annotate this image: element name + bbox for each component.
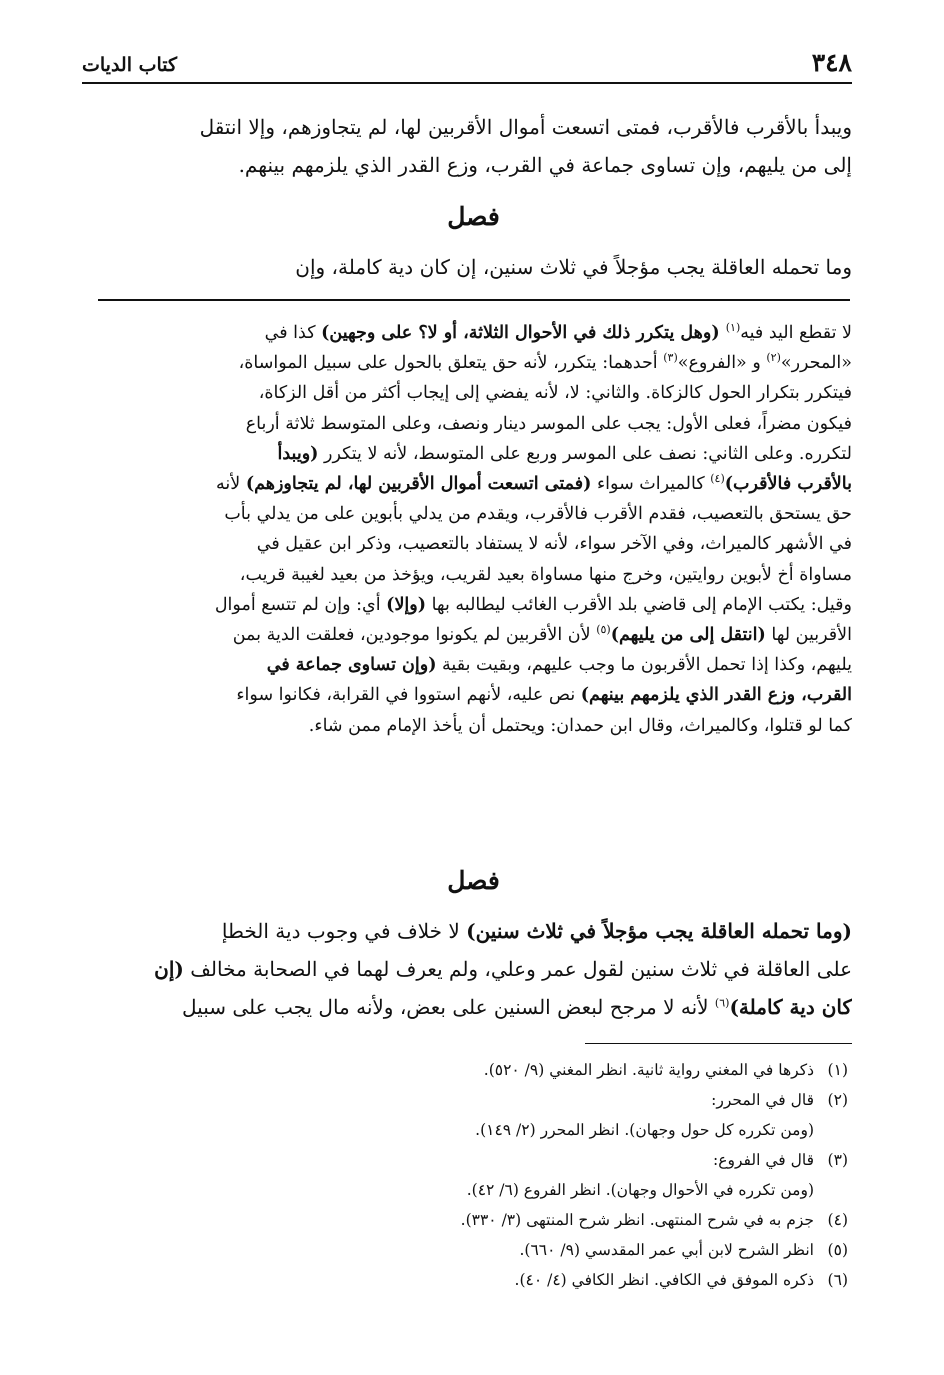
matn-line: إلى من يليهم، وإن تساوى جماعة في القرب، وزع القدر الذي يلزمهم بينهم.: [238, 153, 852, 177]
footnote-item: [198, 1115, 848, 1145]
sharh-paragraph-2: [95, 912, 852, 1026]
book-title: كتاب الديات: [82, 54, 178, 76]
text-run: و «الفروع»: [677, 353, 767, 374]
text-run: لأنه لا مرجح لبعض السنين على بعض، ولأنه مال يجب على سبيل: [182, 995, 715, 1019]
page-header: [82, 48, 852, 88]
page-number: ٣٤٨: [811, 48, 852, 77]
header-rule: [82, 82, 852, 84]
matn-text-top: [95, 108, 852, 184]
matn-text-bottom: [95, 248, 852, 286]
footnote-text: ذكرها في المغني رواية ثانية. انظر المغني (٩/ ٥٢٠).: [483, 1061, 814, 1079]
text-run: يليهم، وكذا إذا تحمل الأقربون ما وجب عليهم، وبقيت بقية: [436, 655, 852, 676]
sharh-line: فيتكرر بتكرار الحول كالزكاة. والثاني: لا، لأنه يفضي إلى إيجاب أكثر من أقل الزكاة،: [258, 383, 852, 404]
footnote-number: (٣): [827, 1151, 848, 1169]
matn-quote: (فمتى اتسعت أموال الأقربين لها، لم يتجاوزهم): [245, 474, 592, 495]
text-run: لا تقطع اليد فيه: [740, 323, 852, 343]
matn-quote: (وهل يتكرر ذلك في الأحوال الثلاثة، أو لا؟ على وجهين): [321, 323, 726, 343]
footnote-separator: [585, 1043, 852, 1044]
footnote-text: قال في الفروع:: [713, 1151, 814, 1169]
footnote-text: قال في المحرر:: [711, 1091, 814, 1109]
footnote-item: [198, 1265, 848, 1295]
sharh-line: [95, 439, 852, 469]
sharh-line: [95, 950, 852, 988]
footnote-text: (ومن تكرره في الأحوال وجهان). انظر الفروع (٦/ ٤٢).: [466, 1181, 814, 1199]
footnote-item: [198, 1235, 848, 1265]
footnote-number: (٦): [827, 1271, 848, 1289]
sharh-line: [95, 680, 852, 710]
sharh-line: فيكون مضراً، فعلى الأول: يجب على الموسر دينار ونصف، وعلى المتوسط ثلاثة أرباع: [245, 413, 852, 434]
text-run: لأن الأقربين لم يكونوا موجودين، فعلقت الدية بمن: [232, 625, 597, 646]
matn-quote: (ويبدأ: [277, 443, 319, 464]
sharh-line: [95, 590, 852, 620]
matn-quote: (وإن تساوى جماعة في: [266, 655, 437, 676]
footnote-text: انظر الشرح لابن أبي عمر المقدسي (٩/ ٦٦٠).: [519, 1241, 814, 1259]
sharh-line: [95, 318, 852, 348]
text-run: كذا في: [264, 323, 322, 343]
text-run: لتكرره. وعلى الثاني: نصف على الموسر وربع على المتوسط، لأنه لا يتكرر: [318, 443, 852, 464]
text-run: أي: وإن لم تتسع أموال: [214, 594, 387, 615]
text-run: «المحرر»: [780, 353, 852, 374]
sharh-line: [95, 988, 852, 1026]
footnote-ref[interactable]: (٦): [714, 996, 730, 1010]
footnote-number: (٥): [827, 1241, 848, 1259]
footnotes: [198, 1055, 848, 1295]
text-run: على العاقلة في ثلاث سنين لقول عمر وعلي، ولم يعرف لهما في الصحابة مخالف: [183, 957, 852, 981]
text-run: كالميراث سواء: [591, 474, 711, 495]
matn-quote: كان دية كاملة): [729, 995, 852, 1019]
matn-sharh-separator: [98, 299, 850, 301]
footnote-text: ذكره الموفق في الكافي. انظر الكافي (٤/ ٤٠).: [514, 1271, 814, 1289]
sharh-line: مساواة أخ لأبوين روايتين، وخرج منها مساواة بعيد لقريب، ويؤخذ من بعيد لغيبة قريب،: [239, 564, 852, 585]
matn-quote: (إن: [154, 957, 184, 981]
text-run: أحدهما: يتكرر، لأنه حق يتعلق بالحول على سبيل المواساة،: [238, 353, 664, 374]
matn-quote: (وإلا): [386, 594, 427, 615]
text-run: وقيل: يكتب الإمام إلى قاضي بلد الأقرب الغائب ليطالبه بها: [426, 594, 852, 615]
sharh-line: [95, 620, 852, 650]
footnote-item: [198, 1205, 848, 1235]
sharh-paragraph-1: [95, 318, 852, 741]
matn-quote: (انتقل إلى من يليهم): [610, 625, 766, 646]
footnote-item: [198, 1175, 848, 1205]
footnote-item: [198, 1055, 848, 1085]
text-run: الأقربين لها: [765, 625, 852, 646]
sharh-section-heading: فصل: [447, 866, 500, 895]
footnote-item: [198, 1085, 848, 1115]
footnote-ref[interactable]: (٥): [596, 623, 611, 637]
sharh-line: في الأشهر كالميراث، وفي الآخر سواء، لأنه لا يستفاد بالتعصيب، وذكر ابن عقيل في: [256, 534, 852, 555]
sharh-line: [95, 348, 852, 378]
matn-section-heading: فصل: [447, 202, 500, 231]
sharh-line: [95, 912, 852, 950]
footnote-number: (٤): [827, 1211, 848, 1229]
footnote-ref[interactable]: (٢): [766, 351, 781, 365]
footnote-item: [198, 1145, 848, 1175]
text-run: لا خلاف في وجوب دية الخطإ: [221, 919, 467, 943]
footnote-ref[interactable]: (٤): [710, 472, 725, 486]
footnote-ref[interactable]: (٣): [663, 351, 678, 365]
sharh-line: [95, 650, 852, 680]
footnote-number: (٢): [827, 1091, 848, 1109]
sharh-line: [95, 469, 852, 499]
matn-quote: بالأقرب فالأقرب): [724, 474, 852, 495]
footnote-number: (١): [827, 1061, 848, 1079]
sharh-line: حق يستحق بالتعصيب، فقدم الأقرب فالأقرب، ويقدم من يدلي بأبوين على من يدلي بأب: [224, 504, 852, 525]
footnote-ref[interactable]: (١): [725, 321, 741, 335]
matn-quote: (وما تحمله العاقلة يجب مؤجلاً في ثلاث سنين): [466, 919, 852, 943]
footnote-text: (ومن تكرره كل حول وجهان). انظر المحرر (٢/ ١٤٩).: [475, 1121, 814, 1139]
matn-line: وما تحمله العاقلة يجب مؤجلاً في ثلاث سنين، إن كان دية كاملة، وإن: [295, 255, 852, 279]
sharh-line: كما لو قتلوا، وكالميراث، وقال ابن حمدان: ويحتمل أن يأخذ الإمام ممن شاء.: [308, 715, 852, 736]
matn-line: ويبدأ بالأقرب فالأقرب، فمتى اتسعت أموال الأقربين لها، لم يتجاوزهم، وإلا انتقل: [199, 115, 852, 139]
matn-quote: القرب، وزع القدر الذي يلزمهم بينهم): [580, 685, 852, 706]
text-run: لأنه: [216, 474, 246, 495]
footnote-text: جزم به في شرح المنتهى. انظر شرح المنتهى (٣/ ٣٣٠).: [460, 1211, 814, 1229]
text-run: نص عليه، لأنهم استووا في القرابة، فكانوا سواء: [236, 685, 581, 706]
